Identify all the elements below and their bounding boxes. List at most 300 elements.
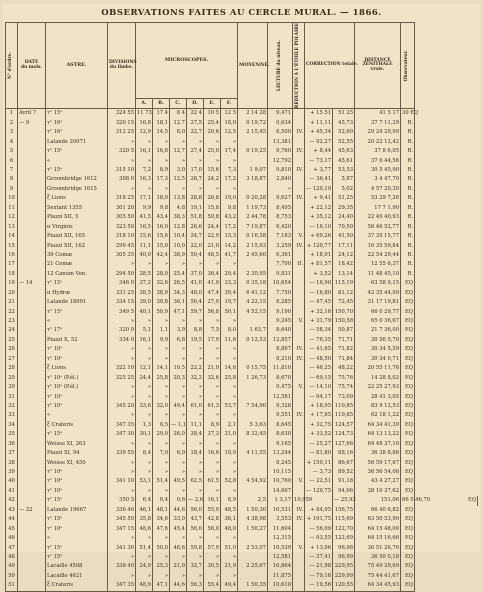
mic-e-cell: 21,0 [204,241,221,250]
mic-b-cell: » [153,260,170,269]
mic-f-cell: 14,2 [221,241,238,250]
mic-col-header: F. [221,99,238,109]
correction-cell: + 18,01 [305,251,333,260]
distance-cell: 75 49 29,69 [355,562,401,571]
reduction-cell [293,119,305,128]
mic-e-cell: 48,5 [204,251,221,260]
correction-cell: — 19,56 [305,581,333,591]
correction-cell: — 36,41 [305,175,333,184]
mic-f-cell: 49,4 [221,581,238,591]
table-row [6,289,478,298]
correction-aux-cell: 115,19 [333,279,355,288]
correction-cell: — 120,19 [305,185,333,194]
col-header-observateur: Observateur. [401,23,415,109]
mic-a-cell: 28,5 [136,270,153,279]
distance-cell: 38 10 37,62 [355,487,401,496]
correction-cell: — 76,35 [305,336,333,345]
mic-b-cell: 8,9 [153,166,170,175]
reduction-cell [293,138,305,147]
divisions-cell: 305 50 [108,213,136,222]
astre-cell: α Hydræ [46,289,108,298]
mic-d-cell: » [187,317,204,326]
correction-cell: — 48,50 [305,355,333,364]
date-cell [18,308,46,317]
correction-cell: — 56,09 [305,525,333,534]
table-row [6,109,478,119]
mic-a-cell: » [136,553,153,562]
distance-cell: 30 34 0,71 [355,355,401,364]
moyenne-cell: 4 11,55 [238,449,268,458]
divisions-cell: 325 25 [108,374,136,383]
astre-cell: τ¹ 10ᵉ [46,468,108,477]
mic-c-cell: » [170,355,187,364]
mic-e-cell: 22,9 [204,232,221,241]
mic-b-cell: 16,0 [153,223,170,232]
distance-cell: 22 54 29,44 [355,251,401,260]
row-number: 37 [6,449,18,458]
mic-c-cell: 45,4 [170,525,187,534]
date-cell [18,459,46,468]
mic-e-cell: 47,4 [204,289,221,298]
correction-aux-cell: 24,40 [333,213,355,222]
mic-b-cell: 50,0 [153,543,170,552]
reduction-cell [293,157,305,166]
mic-b-cell: 25,8 [153,374,170,383]
mic-c-cell: 3,0 [170,166,187,175]
mic-d-cell: 62,5 [187,477,204,486]
observateur-cell: EQ [401,317,415,326]
date-cell [18,468,46,477]
mic-c-cell: 0,6 [170,496,187,505]
row-number: 43 [6,506,18,515]
reduction-cell: IV. [293,345,305,354]
date-cell [18,383,46,392]
correction-aux-cell: 45,73 [333,119,355,128]
lecture-cell: 6,361 [268,251,293,260]
row-number: 49 [6,562,18,571]
moyenne-cell: 8 32,45 [238,430,268,439]
date-cell [18,355,46,364]
reduction-cell [293,364,305,373]
date-cell [18,534,46,543]
table-row [6,562,478,571]
row-number: 38 [6,459,18,468]
mic-b-cell: » [153,355,170,364]
table-row [6,270,478,279]
reduction-cell [293,430,305,439]
mic-e-cell: 36,4 [204,270,221,279]
mic-a-cell: 16,1 [136,147,153,156]
observateur-cell: R. [401,157,415,166]
date-cell [18,128,46,137]
table-row [6,138,478,147]
correction-cell: + 45,34 [305,128,333,137]
mic-c-cell: 3,9 [170,326,187,335]
moyenne-cell: 1 50,27 [238,525,268,534]
table-row [6,223,478,232]
date-cell: Avril 7 [18,109,46,119]
correction-cell: + 33,52 [305,430,333,439]
table-row [6,553,478,562]
table-row [6,487,478,496]
mic-c-cell: 49,4 [170,402,187,411]
reduction-cell [293,298,305,307]
observateur-cell: R. [401,223,415,232]
observateur-cell: R. [401,213,415,222]
observation-table [5,22,478,592]
mic-b-cell: » [153,411,170,420]
reduction-cell [293,402,305,411]
mic-b-cell: 50,9 [153,308,170,317]
mic-a-cell: 1,3 [136,421,153,430]
correction-aux-cell: 124,57 [333,421,355,430]
mic-f-cell: » [221,459,238,468]
astre-cell: 39 Comæ [46,251,108,260]
table-row [6,374,478,383]
lecture-cell: 8,640 [268,326,293,335]
date-cell [18,260,46,269]
mic-c-cell: » [170,157,187,166]
observateur-cell: R. [401,166,415,175]
moyenne-cell: 4 22,15 [238,298,268,307]
lecture-cell: 9,165 [268,440,293,449]
row-number: 25 [6,336,18,345]
observateur-cell: EQ [401,562,415,571]
mic-d-cell: » [187,355,204,364]
mic-e-cell: » [204,317,221,326]
row-number: 30 [6,383,18,392]
col-header-num: N° d'ordre. [6,23,18,109]
row-number: 50 [6,572,18,581]
table-row [6,279,478,288]
mic-f-cell: 41,7 [221,251,238,260]
correction-cell: + 3,52 [305,270,333,279]
correction-aux-cell: 96,98 [333,543,355,552]
moyenne-cell: 4 38,98 [238,515,268,524]
mic-b-cell: » [153,157,170,166]
mic-e-cell: » [204,572,221,581]
date-cell: — 9 [18,119,46,128]
distance-cell: 22 25 27,93 [355,383,401,392]
mic-f-cell: 8,0 [221,326,238,335]
mic-b-cell: 18,9 [153,194,170,203]
astre-cell: Piazzi XI, 94 [46,449,108,458]
observateur-cell: EQ [401,392,415,401]
mic-a-cell: 16,3 [136,175,153,184]
lecture-cell: 7,183 [268,232,293,241]
correction-cell: + 69,26 [305,232,333,241]
correction-aux-cell: 41,50 [333,232,355,241]
correction-aux-cell: 70,50 [333,223,355,232]
divisions-cell: » [108,138,136,147]
mic-b-cell: 14,5 [153,128,170,137]
reduction-cell [293,525,305,534]
moyenne-cell: 4 54,92 [238,477,268,486]
moyenne-cell: 4 52,15 [238,308,268,317]
moyenne-cell [238,260,268,269]
mic-f-cell: 2,1 [221,421,238,430]
date-cell [18,392,46,401]
mic-f-cell: 17,4 [221,147,238,156]
correction-cell: + 32,75 [305,421,333,430]
row-number: 10 [6,194,18,203]
mic-c-cell: » [170,440,187,449]
lecture-cell: 9,328 [268,402,293,411]
mic-b-cell: » [153,138,170,147]
mic-c-cell: » [170,459,187,468]
row-number: 46 [6,534,18,543]
observateur-cell: EQ [401,326,415,335]
date-cell [18,440,46,449]
distance-cell: 64 34 41,39 [355,421,401,430]
moyenne-cell: 1 19,73 [238,204,268,213]
table-row [6,543,478,552]
lecture-cell: 10,760 [268,477,293,486]
astre-cell: τ¹ 15ᵉ [46,166,108,175]
mic-e-cell: 24,2 [204,175,221,184]
mic-b-cell: » [153,487,170,496]
date-cell [18,581,46,591]
correction-cell: — 16,80 [305,289,333,298]
date-cell [18,525,46,534]
mic-e-cell: » [204,468,221,477]
date-cell [18,572,46,581]
reduction-cell [293,553,305,562]
moyenne-cell [238,534,268,543]
mic-d-cell: 56,0 [187,506,204,515]
distance-cell: 30 56 5,70 [355,336,401,345]
lecture-cell: 10,654 [268,279,293,288]
lecture-cell: 9,627 [268,194,293,203]
correction-cell: + 191,75 [305,515,333,524]
table-row [6,496,478,505]
reduction-cell [293,449,305,458]
astre-cell: τ¹ 15ᵉ [46,308,108,317]
correction-cell: — 129,75 [305,487,333,496]
correction-aux-cell: 73,09 [333,392,355,401]
mic-c-cell: 20,3 [170,374,187,383]
reduction-cell [293,270,305,279]
mic-b-cell: 9,8 [153,204,170,213]
mic-c-cell: 13,8 [170,194,187,203]
row-number: 23 [6,317,18,326]
mic-e-cell: » [204,534,221,543]
mic-e-cell: 25,4 [204,119,221,128]
astre-cell: τ¹ 10ᵉ [46,355,108,364]
correction-cell: — 41,65 [305,345,333,354]
moyenne-cell: 0 12,53 [238,336,268,345]
divisions-cell: 334 0 [108,336,136,345]
reduction-cell: IV. [293,128,305,137]
row-number: 20 [6,289,18,298]
lecture-cell: 0,634 [268,119,293,128]
mic-a-cell: 5,1 [136,326,153,335]
reduction-cell [293,468,305,477]
reduction-cell: II. [293,260,305,269]
correction-aux-cell: 150,58 [333,317,355,326]
moyenne-cell: 7 54,90 [238,402,268,411]
correction-aux-cell: 18,42 [333,260,355,269]
mic-b-cell: 17 4 [153,109,170,119]
lecture-cell: 9,475 [268,383,293,392]
mic-d-cell: 51,8 [187,213,204,222]
row-number: 47 [6,543,18,552]
table-row [6,449,478,458]
distance-cell: 16 35 59,84 [355,241,401,250]
observateur-cell: EQ [401,374,415,383]
observateur-cell: 66 5 46,70 [401,496,415,505]
correction-aux-cell: 72,45 [333,298,355,307]
mic-e-cell: 57,9 [204,543,221,552]
mic-d-cell: » [187,411,204,420]
mic-c-cell: 21,0 [170,562,187,571]
correction-aux-cell: 94,06 [333,487,355,496]
mic-e-cell: 30,5 [204,562,221,571]
mic-b-cell: » [153,383,170,392]
mic-b-cell: » [153,468,170,477]
mic-f-cell: 50,1 [221,308,238,317]
correction-aux-cell: 17,11 [333,241,355,250]
divisions-cell: 331 25 [108,289,136,298]
mic-d-cell: » [187,345,204,354]
correction-aux-cell: 71,84 [333,355,355,364]
distance-cell: 12 55 6,37 [355,260,401,269]
row-number: 7 [6,166,18,175]
mic-e-cell: 56,8 [204,308,221,317]
divisions-cell: 336 40 [108,506,136,515]
mic-a-cell: » [136,411,153,420]
lecture-cell: 9,245 [268,317,293,326]
register-page [3,4,480,589]
mic-a-cell: 8,4 [136,449,153,458]
header-row [6,23,478,99]
mic-f-cell: 17,2 [221,223,238,232]
mic-a-cell: » [136,572,153,581]
observateur-cell: R. [401,204,415,213]
reduction-cell: IV. [293,515,305,524]
lecture-cell: 9,831 [268,270,293,279]
observateur-cell: EQ [401,355,415,364]
reduction-cell [293,392,305,401]
correction-aux-cell: 124,73 [333,430,355,439]
mic-e-cell: 55,4 [204,581,221,591]
correction-cell: — 21,98 [305,562,333,571]
distance-cell: 30 34 5,59 [355,345,401,354]
table-row [6,251,478,260]
distance-cell: 64 15 48,00 [355,525,401,534]
mic-d-cell: 18,4 [187,449,204,458]
correction-cell: — 73,17 [305,157,333,166]
mic-f-cell: » [221,553,238,562]
mic-c-cell: 12,7 [170,147,187,156]
mic-e-cell: 61,3 [204,402,221,411]
observateur-cell: R. [401,138,415,147]
distance-cell: 11 48 45,10 [355,270,401,279]
divisions-cell: 347 15 [108,525,136,534]
mic-b-cell: » [153,317,170,326]
divisions-cell: 347 35 [108,421,136,430]
observateur-cell: EQ [401,487,415,496]
reduction-cell [293,562,305,571]
observateur-cell: EQ [401,525,415,534]
astre-cell: τ¹ 15ᵉ [46,515,108,524]
mic-f-cell: » [221,185,238,194]
astre-cell: Weisse XI, 263 [46,440,108,449]
astre-cell: ξ Lions [46,364,108,373]
mic-c-cell: » [170,185,187,194]
divisions-cell: 294 50 [108,270,136,279]
table-row [6,204,478,213]
mic-b-cell: 14,1 [153,364,170,373]
observateur-cell: EQ [401,289,415,298]
mic-b-cell: 43,4 [153,213,170,222]
moyenne-cell: 1 50,35 [238,581,268,591]
lecture-cell: 7,700 [268,260,293,269]
mic-c-cell: » [170,345,187,354]
astre-cell: « [46,157,108,166]
astre-cell: « [46,317,108,326]
date-cell [18,194,46,203]
row-number: 1 [6,109,18,119]
distance-cell: 37 8 6,05 [355,147,401,156]
table-row [6,308,478,317]
distance-cell: 37 7 11,29 [355,119,401,128]
observateur-cell: EQ [401,534,415,543]
observateur-cell: EQ [401,345,415,354]
row-number: 29 [6,374,18,383]
distance-cell: 43 4 27,27 [355,477,401,486]
divisions-cell: 323 50 [108,223,136,232]
astre-cell: Piazzi XII, 5 [46,213,108,222]
mic-f-cell: » [221,157,238,166]
row-number: 34 [6,421,18,430]
mic-e-cell: 50,8 [204,213,221,222]
table-row [6,175,478,184]
mic-d-cell: 19,5 [187,336,204,345]
date-cell [18,138,46,147]
mic-d-cell: » [187,392,204,401]
distance-cell: 36 38 8,86 [355,449,401,458]
moyenne-cell: 2 30,95 [238,270,268,279]
date-cell [18,411,46,420]
mic-b-cell: » [153,185,170,194]
mic-d-cell: 37,0 [187,270,204,279]
divisions-cell: 312 25 [108,128,136,137]
date-cell [18,251,46,260]
moyenne-cell [238,355,268,364]
divisions-cell: 318 25 [108,194,136,203]
correction-cell: + 9,41 [305,194,333,203]
mic-b-cell: » [153,534,170,543]
mic-f-cell: 51,0 [221,543,238,552]
mic-c-cell: — 1,1 [170,421,187,430]
moyenne-cell: 0 15,75 [238,364,268,373]
reduction-cell [293,572,305,581]
moyenne-cell: 7 19,87 [238,223,268,232]
astre-cell: Groombridge 1612 [46,175,108,184]
lecture-cell: 8,630 [268,430,293,439]
mic-a-cell: » [136,383,153,392]
mic-d-cell: 59,7 [187,308,204,317]
astre-cell: τ¹ 15ᵉ [46,147,108,156]
mic-e-cell: » [204,355,221,364]
divisions-cell: 320 0 [108,326,136,335]
date-cell [18,166,46,175]
distance-cell: 56 46 52,77 [355,223,401,232]
mic-a-cell: 9,9 [136,204,153,213]
row-number: 27 [6,355,18,364]
correction-aux-cell: 110,85 [333,411,355,420]
